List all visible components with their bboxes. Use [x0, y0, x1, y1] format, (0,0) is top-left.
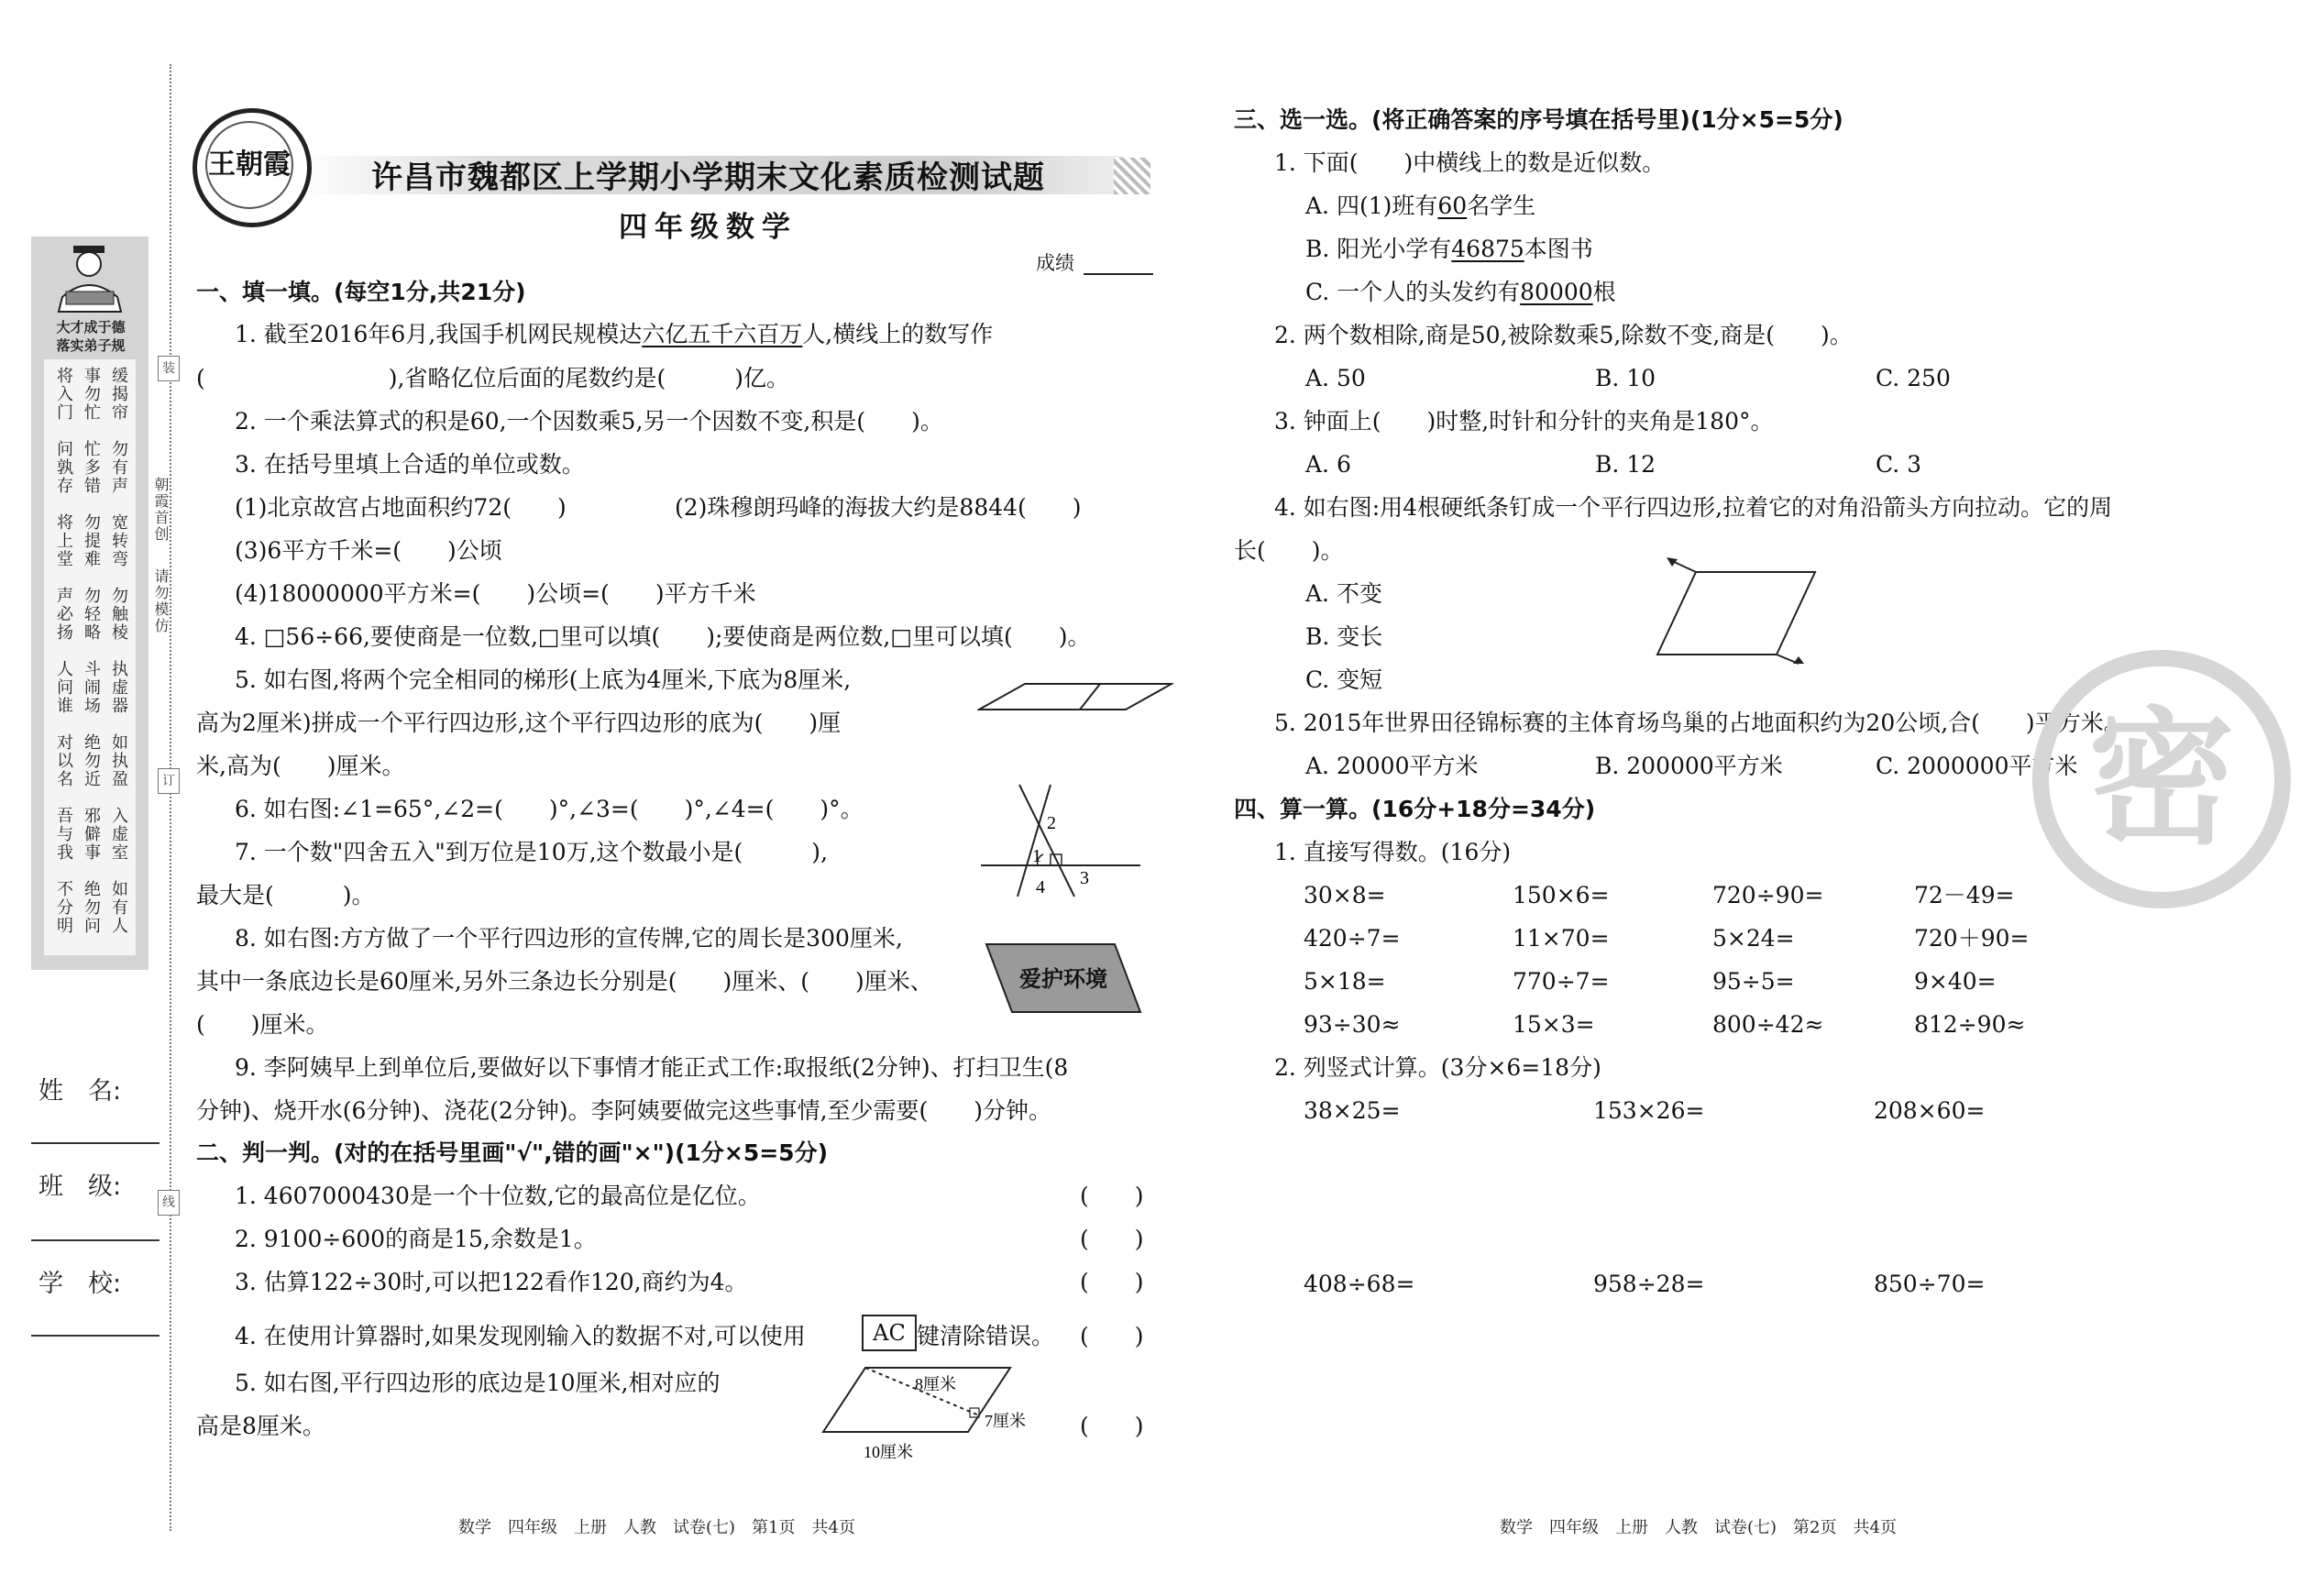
choice-2[interactable]: 2. 两个数相除,商是50,被除数乘5,除数不变,商是( )。	[1274, 322, 1853, 348]
rule-column: 如执盈	[109, 733, 128, 788]
q3-3[interactable]: (3)6平方千米=( )公顷	[235, 537, 502, 564]
judge-1: 1. 4607000430是一个十位数,它的最高位是亿位。	[235, 1183, 761, 1209]
angle-label-1: 1	[1032, 846, 1041, 866]
choice-5-opt-a: A. 20000平方米	[1305, 753, 1479, 779]
choice-2-opt-b: B. 10	[1595, 365, 1656, 391]
choice-1-a-post: 名学生	[1467, 193, 1536, 219]
choice-1-a-number: 60	[1437, 193, 1468, 219]
figure-label-7cm: 7厘米	[985, 1412, 1026, 1430]
vertical-calc-item[interactable]: 408÷68=	[1304, 1271, 1415, 1297]
choice-1-c-post: 根	[1592, 279, 1616, 305]
rule-column: 声必扬	[54, 587, 73, 642]
q5-a: 5. 如右图,将两个完全相同的梯形(上底为4厘米,下底为8厘米,	[235, 666, 852, 693]
pulled-parallelogram-figure	[1648, 556, 1832, 666]
scholar-illustration	[46, 240, 134, 315]
rule-column: 绝勿问	[82, 880, 101, 935]
choice-4-opt-b: B. 变长	[1305, 623, 1383, 650]
oral-calc-item[interactable]: 11×70=	[1513, 925, 1610, 952]
vertical-calc-item[interactable]: 958÷28=	[1593, 1271, 1705, 1297]
rule-column: 勿有声	[109, 440, 128, 495]
choice-1-c-number: 80000	[1520, 279, 1593, 305]
binding-dotted-line	[170, 64, 171, 1531]
q8-c[interactable]: ( )厘米。	[196, 1011, 329, 1038]
score-field[interactable]	[1084, 273, 1153, 275]
q1-text	[235, 321, 993, 348]
school-label: 学 校:	[39, 1270, 122, 1298]
q1-underlined: 六亿五千六百万	[642, 321, 803, 347]
figure-label-8cm: 8厘米	[915, 1375, 956, 1393]
choice-1-b-post: 本图书	[1524, 236, 1593, 262]
q3-1[interactable]: (1)北京故宫占地面积约72( )	[235, 494, 567, 521]
choice-2-opt-c: C. 250	[1876, 365, 1951, 391]
section-4-title: 四、算一算。(16分+18分=34分)	[1234, 796, 1596, 822]
rule-column: 斗闹场	[82, 660, 101, 715]
exam-title: 许昌市魏都区上学期小学期末文化素质检测试题	[371, 160, 1045, 196]
choice-1-a	[1305, 193, 1535, 220]
q3-2[interactable]: (2)珠穆朗玛峰的海拔大约是8844( )	[675, 494, 1082, 521]
rule-column: 邪僻事	[82, 807, 101, 862]
rule-column: 不分明	[54, 880, 73, 935]
choice-2-opt-a: A. 50	[1305, 365, 1366, 391]
left-page-footer: 数学 四年级 上册 人教 试卷(七) 第1页 共4页	[458, 1518, 855, 1537]
judge-4-a: 4. 在使用计算器时,如果发现刚输入的数据不对,可以使用	[235, 1323, 806, 1349]
q3: 3. 在括号里填上合适的单位或数。	[235, 451, 585, 478]
right-page-footer: 数学 四年级 上册 人教 试卷(七) 第2页 共4页	[1500, 1518, 1897, 1537]
choice-3-opt-c: C. 3	[1876, 451, 1922, 478]
rule-column: 执虚器	[109, 660, 128, 715]
seal-char-3: 线	[158, 1190, 180, 1216]
stamp-text: 密	[2087, 693, 2236, 864]
rule-column: 绝勿近	[82, 733, 101, 788]
q4[interactable]: 4. □56÷66,要使商是一位数,□里可以填( );要使商是两位数,□里可以填( )。	[235, 623, 1091, 650]
choice-1-b-number: 46875	[1451, 236, 1524, 262]
exam-subtitle: 四年级数学	[619, 211, 798, 244]
oral-calc-item[interactable]: 72－49=	[1914, 882, 2015, 908]
choice-5-opt-b: B. 200000平方米	[1595, 753, 1783, 779]
calc-2-title: 2. 列竖式计算。(3分×6=18分)	[1274, 1054, 1601, 1081]
judge-5-a: 5. 如右图,平行四边形的底边是10厘米,相对应的	[235, 1370, 721, 1396]
oral-calc-item[interactable]: 720÷90=	[1712, 882, 1824, 908]
choice-5-opt-c: C. 2000000平方米	[1876, 753, 2078, 779]
judge-2-answer[interactable]: ( )	[1080, 1226, 1144, 1252]
confidential-stamp	[2024, 642, 2299, 917]
parallelogram-height-figure	[818, 1360, 1052, 1463]
choice-1-c	[1305, 279, 1616, 306]
vertical-calc-item[interactable]: 850÷70=	[1874, 1271, 1986, 1297]
choice-3-opt-a: A. 6	[1305, 451, 1351, 478]
choice-5[interactable]: 5. 2015年世界田径锦标赛的主体育场鸟巢的占地面积约为20公顷,合( )平方米。	[1274, 710, 2127, 736]
school-line[interactable]	[31, 1335, 160, 1337]
poster-sign-text: 爱护环境	[1019, 966, 1107, 992]
judge-5-answer[interactable]: ( )	[1080, 1413, 1144, 1439]
choice-4-opt-c: C. 变短	[1305, 666, 1383, 693]
choice-4-b[interactable]: 长( )。	[1234, 537, 1344, 564]
oral-calc-item[interactable]: 420÷7=	[1304, 925, 1401, 952]
rule-column: 勿轻略	[82, 587, 101, 642]
side-note-2: 请勿模仿	[152, 568, 170, 634]
motto-line-2: 落实弟子规	[56, 337, 126, 354]
q9-a: 9. 李阿姨早上到单位后,要做好以下事情才能正式工作:取报纸(2分钟)、打扫卫生(8	[235, 1054, 1069, 1081]
q2[interactable]: 2. 一个乘法算式的积是60,一个因数乘5,另一个因数不变,积是( )。	[235, 408, 943, 435]
angle-label-3: 3	[1080, 868, 1089, 888]
seal-char-1: 装	[158, 356, 180, 381]
rule-column: 将上堂	[54, 513, 73, 568]
rule-column: 事勿忙	[82, 367, 101, 422]
name-label: 姓 名:	[39, 1077, 122, 1106]
oral-calc-item[interactable]: 720＋90=	[1914, 925, 2030, 952]
motto-line-1: 大才成于德	[56, 319, 126, 336]
q5-c[interactable]: 米,高为( )厘米。	[196, 753, 405, 779]
rule-column: 勿提难	[82, 513, 101, 568]
q5-b[interactable]: 高为2厘米)拼成一个平行四边形,这个平行四边形的底为( )厘	[196, 710, 842, 736]
choice-3-opt-b: B. 12	[1595, 451, 1656, 478]
choice-1-c-pre: C. 一个人的头发约有	[1305, 279, 1521, 305]
oral-calc-item[interactable]: 800÷42≈	[1712, 1011, 1824, 1038]
judge-3: 3. 估算122÷30时,可以把122看作120,商约为4。	[235, 1269, 748, 1295]
judge-4-answer[interactable]: ( )	[1080, 1323, 1144, 1349]
rule-column: 勿触棱	[109, 587, 128, 642]
choice-1-b-pre: B. 阳光小学有	[1305, 236, 1452, 262]
choice-4-opt-a: A. 不变	[1305, 580, 1382, 607]
oral-calc-item[interactable]: 30×8=	[1304, 882, 1386, 908]
judge-1-answer[interactable]: ( )	[1080, 1183, 1144, 1209]
q1-blanks[interactable]: ( ),省略亿位后面的尾数约是( )亿。	[196, 365, 789, 391]
score-label: 成绩	[1036, 252, 1074, 274]
vertical-calc-item[interactable]: 38×25=	[1304, 1097, 1401, 1124]
oral-calc-item[interactable]: 5×24=	[1712, 925, 1795, 952]
oral-calc-item[interactable]: 95÷5=	[1712, 968, 1795, 995]
oral-calc-item[interactable]: 812÷90≈	[1914, 1011, 2026, 1038]
vertical-calc-item[interactable]: 208×60=	[1874, 1097, 1986, 1124]
figure-label-10cm: 10厘米	[864, 1443, 913, 1461]
angle-figure	[979, 781, 1142, 900]
choice-3[interactable]: 3. 钟面上( )时整,时针和分针的夹角是180°。	[1274, 408, 1774, 435]
rule-column: 吾与我	[54, 807, 73, 862]
section-2-title: 二、判一判。(对的在括号里画"√",错的画"×")(1分×5=5分)	[196, 1139, 829, 1166]
rule-column: 宽转弯	[109, 513, 128, 568]
ac-key-icon: AC	[862, 1315, 917, 1351]
oral-calc-item[interactable]: 9×40=	[1914, 968, 1997, 995]
rule-column: 对以名	[54, 733, 73, 788]
brand-logo-text: 王朝霞	[205, 121, 293, 209]
judge-3-answer[interactable]: ( )	[1080, 1269, 1144, 1295]
oral-calc-item[interactable]: 15×3=	[1513, 1011, 1595, 1038]
oral-calc-item[interactable]: 150×6=	[1513, 882, 1610, 908]
side-note-1: 朝霞首创	[152, 477, 170, 543]
choice-1-b	[1305, 236, 1593, 263]
angle-label-4: 4	[1036, 877, 1045, 897]
class-label: 班 级:	[39, 1172, 122, 1201]
q7-b[interactable]: 最大是( )。	[196, 882, 375, 908]
choice-1[interactable]: 1. 下面( )中横线上的数是近似数。	[1274, 149, 1666, 176]
trapezoid-figure	[977, 680, 1173, 713]
choice-1-a-pre: A. 四(1)班有	[1305, 193, 1438, 219]
q1-text-a: 1. 截至2016年6月,我国手机网民规模达	[235, 321, 643, 347]
rule-column: 如有人	[109, 880, 128, 935]
rule-column: 缓揭帘	[109, 367, 128, 422]
q7-a[interactable]: 7. 一个数"四舍五入"到万位是10万,这个数最小是( ),	[235, 839, 829, 865]
angle-label-2: 2	[1047, 813, 1056, 833]
rule-column: 将入门	[54, 367, 73, 422]
q9-b[interactable]: 分钟)、烧开水(6分钟)、浇花(2分钟)。李阿姨要做完这些事情,至少需要( )分钟。	[196, 1097, 1052, 1124]
judge-4-b: 键清除错误。	[917, 1323, 1055, 1349]
q8-a: 8. 如右图:方方做了一个平行四边形的宣传牌,它的周长是300厘米,	[235, 925, 903, 952]
vertical-calc-item[interactable]: 153×26=	[1593, 1097, 1705, 1124]
class-line[interactable]	[31, 1239, 160, 1241]
oral-calc-item[interactable]: 93÷30≈	[1304, 1011, 1401, 1038]
q6[interactable]: 6. 如右图:∠1=65°,∠2=( )°,∠3=( )°,∠4=( )°。	[235, 796, 864, 822]
judge-5-b: 高是8厘米。	[196, 1413, 325, 1439]
section-1-title: 一、填一填。(每空1分,共21分)	[196, 279, 526, 305]
name-line[interactable]	[31, 1142, 160, 1144]
oral-calc-item[interactable]: 5×18=	[1304, 968, 1386, 995]
oral-calc-item[interactable]: 770÷7=	[1513, 968, 1610, 995]
q1-text-b: 人,横线上的数写作	[802, 321, 994, 347]
q3-4[interactable]: (4)18000000平方米=( )公顷=( )平方千米	[235, 580, 756, 607]
section-3-title: 三、选一选。(将正确答案的序号填在括号里)(1分×5=5分)	[1234, 106, 1843, 133]
seal-char-2: 订	[158, 768, 180, 794]
poster-sign-figure	[985, 941, 1142, 1016]
calc-1-title: 1. 直接写得数。(16分)	[1274, 839, 1512, 865]
judge-2: 2. 9100÷600的商是15,余数是1。	[235, 1226, 597, 1252]
rule-column: 人问谁	[54, 660, 73, 715]
choice-4-a: 4. 如右图:用4根硬纸条钉成一个平行四边形,拉着它的对角沿箭头方向拉动。它的周	[1274, 494, 2113, 521]
rule-column: 入虚室	[109, 807, 128, 862]
rule-column: 忙多错	[82, 440, 101, 495]
rule-column: 问孰存	[54, 440, 73, 495]
q8-b[interactable]: 其中一条底边长是60厘米,另外三条边长分别是( )厘米、( )厘米、	[196, 968, 933, 995]
